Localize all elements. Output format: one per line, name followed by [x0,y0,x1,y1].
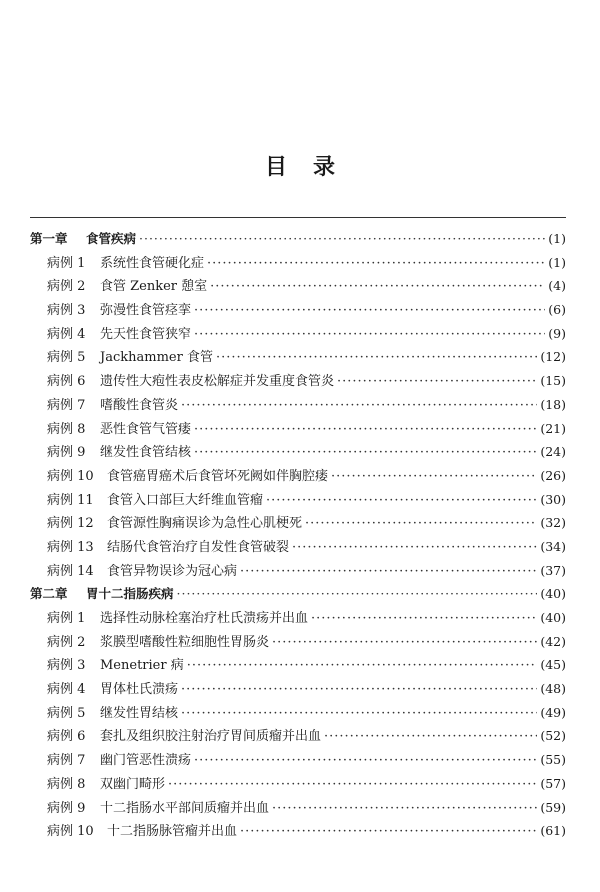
toc-leader-dots [194,299,545,323]
toc-case-entry[interactable] [30,724,566,748]
toc-case-entry[interactable] [30,653,566,677]
toc-entry-page: (9) [548,325,566,341]
toc-entry-title: 胃十二指肠疾病 [86,586,174,602]
toc-entry-title: 恶性食管气管瘘 [100,421,192,437]
toc-entry-title: 十二指肠脉管瘤并出血 [107,824,238,840]
toc-entry-title: 食管疾病 [86,231,137,246]
toc-entry-title: 套扎及组织胶注射治疗胃间质瘤并出血 [100,729,322,745]
toc-leader-dots [240,820,537,844]
toc-case-entry[interactable] [30,464,566,488]
toc-entry-page: (32) [540,515,566,531]
toc-entry-number: 病例 6 [47,729,86,745]
toc-leader-dots [272,797,537,821]
toc-entry-title: 选择性动脉栓塞治疗杜氏溃疡并出血 [100,611,309,626]
toc-case-entry[interactable] [30,393,566,417]
toc-entry-page: (42) [540,633,566,649]
toc-chapter-entry[interactable] [30,227,566,251]
toc-entry-number: 病例 5 [47,350,86,366]
toc-entry-title: 胃体杜氏溃疡 [100,682,179,698]
toc-entry-title: 食管源性胸痛误诊为急性心肌梗死 [107,516,303,532]
toc-entry-title: 系统性食管硬化症 [100,255,205,271]
toc-case-entry[interactable] [30,369,566,393]
toc-entry-title: Menetrier 病 [100,658,184,674]
toc-leader-dots [187,654,538,678]
toc-entry-number: 病例 3 [47,303,86,319]
toc-entry-page: (59) [540,799,566,815]
toc-case-entry[interactable] [30,535,566,559]
toc-entry-page: (1) [548,254,566,270]
toc-entry-number: 病例 8 [47,421,86,437]
toc-entry-page: (18) [540,396,566,412]
toc-entry-number: 病例 13 [47,539,94,555]
toc-entry-page: (37) [540,562,566,578]
toc-entry-title: 结肠代食管治疗自发性食管破裂 [107,539,290,555]
toc-entry-number: 病例 12 [47,516,94,532]
toc-leader-dots [311,607,537,631]
toc-entry-title: 继发性胃结核 [100,705,179,721]
toc-entry-number: 病例 5 [47,705,86,721]
toc-leader-dots [324,725,537,749]
toc-entry-number: 病例 7 [47,397,86,413]
toc-case-entry[interactable] [30,322,566,346]
toc-entry-number: 病例 2 [47,279,86,295]
toc-leader-dots [194,749,537,773]
toc-entry-number: 第二章 [30,586,68,602]
toc-entry-page: (61) [540,823,566,839]
toc-entry-title: 十二指肠水平部间质瘤并出血 [100,800,270,816]
toc-leader-dots [272,631,537,655]
toc-entry-page: (40) [540,586,566,602]
toc-case-entry[interactable] [30,772,566,796]
toc-leader-dots [331,465,537,489]
toc-entry-page: (48) [540,681,566,697]
toc-entry-number: 病例 9 [47,445,86,461]
toc-entry-page: (12) [540,349,566,365]
toc-entry-page: (45) [540,657,566,673]
toc-case-entry[interactable] [30,298,566,322]
toc-case-entry[interactable] [30,559,566,583]
toc-entry-title: 食管 Zenker 憩室 [100,279,208,295]
header-rule [30,217,566,218]
toc-case-entry[interactable] [30,440,566,464]
toc-entry-page: (40) [540,610,566,625]
toc-entry-title: 嗜酸性食管炎 [100,397,179,413]
toc-case-entry[interactable] [30,748,566,772]
toc-leader-dots [181,678,537,702]
toc-entry-number: 病例 6 [47,374,86,390]
toc-entry-page: (1) [548,231,566,246]
toc-leader-dots [266,489,537,513]
toc-entry-number: 病例 14 [47,563,94,579]
toc-entry-page: (6) [548,302,566,318]
toc-case-entry[interactable] [30,701,566,725]
toc-case-entry[interactable] [30,819,566,843]
table-of-contents [30,227,566,843]
toc-entry-number: 病例 10 [47,824,94,840]
toc-case-entry[interactable] [30,606,566,630]
toc-entry-page: (34) [540,538,566,554]
toc-leader-dots [181,702,537,726]
toc-entry-page: (21) [540,420,566,436]
toc-leader-dots [177,582,538,606]
page-title: 目录 [264,155,361,180]
toc-case-entry[interactable] [30,274,566,298]
toc-entry-number: 病例 10 [47,468,94,484]
toc-entry-page: (49) [540,704,566,720]
toc-entry-title: Jackhammer 食管 [100,350,213,366]
toc-entry-title: 食管异物误诊为冠心病 [107,563,238,579]
toc-entry-number: 病例 9 [47,800,86,816]
toc-case-entry[interactable] [30,417,566,441]
toc-leader-dots [305,512,537,536]
toc-entry-title: 浆膜型嗜酸性粒细胞性胃肠炎 [100,634,270,650]
toc-entry-number: 病例 1 [47,255,86,271]
toc-entry-number: 病例 4 [47,326,86,342]
toc-entry-title: 弥漫性食管痉挛 [100,303,192,319]
toc-case-entry[interactable] [30,796,566,820]
toc-case-entry[interactable] [30,630,566,654]
toc-leader-dots [194,323,545,347]
toc-entry-title: 幽门管恶性溃疡 [100,753,192,769]
toc-entry-title: 先天性食管狭窄 [100,326,192,342]
toc-entry-page: (57) [540,775,566,791]
toc-chapter-entry[interactable] [30,582,566,606]
toc-entry-number: 病例 11 [47,492,94,508]
toc-entry-page: (15) [540,373,566,389]
toc-leader-dots [337,370,537,394]
toc-leader-dots [194,441,537,465]
toc-leader-dots [292,536,537,560]
toc-case-entry[interactable] [30,488,566,512]
toc-leader-dots [194,418,537,442]
toc-entry-number: 病例 7 [47,753,86,769]
toc-leader-dots [216,346,537,370]
toc-entry-number: 病例 1 [47,611,86,626]
toc-entry-title: 遗传性大疱性表皮松解症并发重度食管炎 [100,374,335,390]
toc-case-entry[interactable] [30,511,566,535]
toc-entry-title: 食管入口部巨大纤维血管瘤 [107,492,264,508]
toc-leader-dots [240,560,537,584]
toc-leader-dots [168,773,537,797]
toc-entry-number: 病例 3 [47,658,86,674]
toc-entry-number: 病例 2 [47,634,86,650]
toc-entry-page: (55) [540,752,566,768]
toc-case-entry[interactable] [30,345,566,369]
toc-leader-dots [181,394,537,418]
toc-leader-dots [210,275,545,299]
toc-entry-title: 双幽门畸形 [100,776,166,792]
toc-leader-dots [139,227,545,251]
toc-entry-number: 病例 8 [47,776,86,792]
toc-entry-number: 第一章 [30,231,68,246]
toc-entry-title: 继发性食管结核 [100,445,192,461]
toc-entry-page: (26) [540,467,566,483]
toc-entry-page: (30) [540,491,566,507]
toc-leader-dots [207,252,545,276]
toc-entry-page: (52) [540,728,566,744]
toc-case-entry[interactable] [30,251,566,275]
toc-case-entry[interactable] [30,677,566,701]
toc-entry-page: (24) [540,444,566,460]
toc-entry-number: 病例 4 [47,682,86,698]
toc-entry-page: (4) [548,278,566,294]
toc-entry-title: 食管癌胃癌术后食管坏死阙如伴胸腔瘘 [107,468,329,484]
